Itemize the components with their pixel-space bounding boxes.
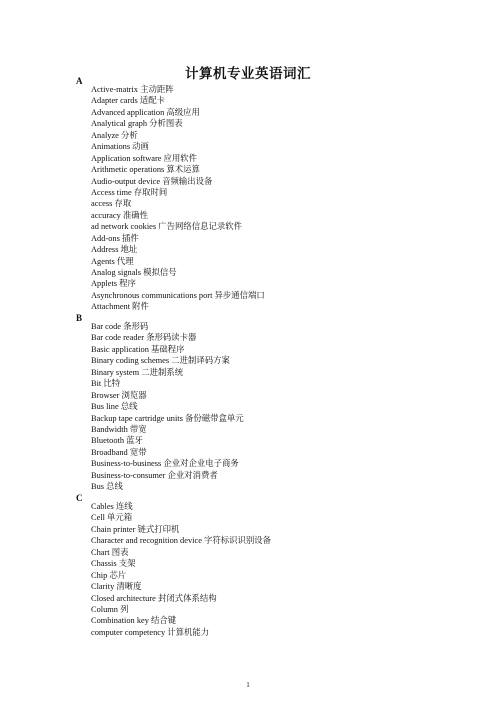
list-item: Agents 代理 [91,256,134,266]
list-item: Column 列 [91,604,129,614]
section-letter: C [76,493,83,503]
list-item: Bus 总线 [91,482,123,492]
entry-list [91,501,271,638]
entry-list [91,84,265,313]
list-item: Character and recognition device 字符标识识别设备 [91,536,272,546]
list-item: Analytical graph 分析图表 [91,119,183,129]
list-item: Bus line 总线 [91,402,138,412]
section-letter: A [76,76,83,86]
list-item: Cables 连线 [91,502,133,511]
list-item: Address 地址 [91,245,138,255]
list-item: Animations 动画 [91,142,149,152]
list-item: Analyze 分析 [91,130,138,140]
list-item: Application software 应用软件 [91,153,198,163]
list-item: Chart 图表 [91,547,129,557]
section-letter: B [76,313,83,323]
list-item: Binary coding schemes 二进制译码方案 [91,356,230,366]
list-item: Browser 浏览器 [91,390,147,400]
list-item: Binary system 二进制系统 [91,367,184,377]
list-item: Arithmetic operations 算术运算 [91,165,200,175]
list-item: Applets 程序 [91,279,136,289]
list-item: Asynchronous communications port 异步通信端口 [91,290,265,300]
list-item: Bar code reader 条形码读卡器 [91,333,197,343]
list-item: Business-to-consumer 企业对消费者 [91,470,218,480]
list-item: Closed architecture 封闭式体系结构 [91,593,217,603]
list-item: Bit 比特 [91,379,121,389]
list-item: Clarity 清晰度 [91,582,142,592]
list-item: Chassis 支架 [91,559,136,569]
list-item: Bandwidth 带宽 [91,424,147,434]
list-item: Active-matrix 主动距阵 [91,85,174,94]
list-item: Attachment 附件 [91,302,149,312]
entry-list [91,321,244,493]
list-item: Advanced application 高级应用 [91,107,200,117]
list-item: accuracy 准确性 [91,210,148,220]
list-item: Basic application 基础程序 [91,344,185,354]
list-item: Combination key 结合键 [91,616,177,626]
list-item: Business-to-business 企业对企业电子商务 [91,459,239,469]
list-item: Access time 存取时间 [91,187,168,197]
list-item: Bluetooth 蓝牙 [91,436,143,446]
list-item: Chip 芯片 [91,570,127,580]
list-item: Audio-output device 音频输出设备 [91,176,213,186]
list-item: Backup tape cartridge units 备份磁带盒单元 [91,413,244,423]
list-item: computer competency 计算机能力 [91,627,210,637]
list-item: Analog signals 模拟信号 [91,268,177,277]
list-item: ad network cookies 广告网络信息记录软件 [91,222,242,232]
page-number: 1 [246,681,250,689]
list-item: Broadband 宽带 [91,447,147,457]
list-item: Cell 单元箱 [91,513,133,523]
list-item: Bar code 条形码 [91,322,149,331]
list-item: access 存取 [91,199,132,209]
list-item: Chain printer 链式打印机 [91,524,180,534]
list-item: Adapter cards 适配卡 [91,96,165,106]
list-item: Add-ons 插件 [91,233,139,243]
page-title: 计算机专业英语词汇 [185,66,311,82]
